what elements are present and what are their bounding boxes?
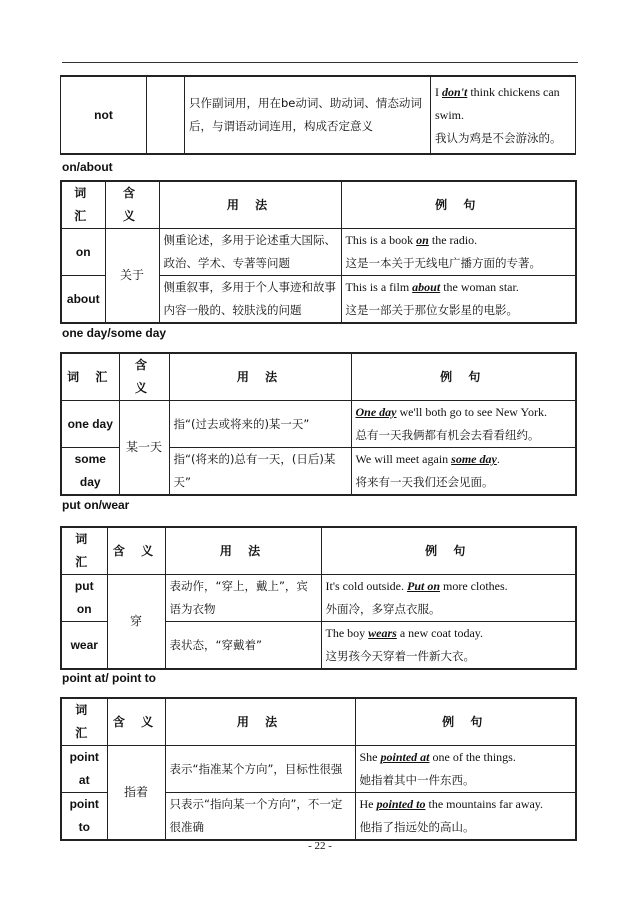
example-zh: 这是一本关于无线电广播方面的专著。 [345,256,541,270]
header-meaning: 含 义 [119,353,169,401]
usage-cell: 表状态，“穿戴着” [165,622,321,670]
word-cell: about [61,276,105,324]
example-en: I don't think chickens can swim. [435,84,560,122]
vocab-table [60,352,577,496]
usage-cell: 只作副词用，用在be动词、助动词、情态动词后，与谓语动词连用，构成否定意义 [185,76,431,154]
table-row [61,229,576,276]
example-highlight: Put on [407,579,441,593]
vocab-table [60,697,577,841]
header-usage: 用 法 [165,527,321,575]
word-cell: some day [61,448,119,496]
example-cell [431,76,576,154]
example-zh: 她指着其中一件东西。 [359,773,475,787]
example-zh: 将来有一天我们还会见面。 [355,475,494,489]
example-en: It's cold outside. Put on more clothes. [325,579,508,593]
example-cell [321,575,576,622]
example-en: He pointed to the mountains far away. [359,797,544,811]
header-rule [62,62,578,63]
example-en: One day we'll both go to see New York. [355,405,547,419]
example-en: This is a film about the woman star. [345,280,519,294]
word-cell: point at [61,746,107,793]
example-cell [355,746,576,793]
section-title: one day/some day [62,326,167,340]
example-highlight: pointed at [380,750,430,764]
example-zh: 总有一天我俩都有机会去看看纽约。 [355,428,540,442]
header-example: 例 句 [355,698,576,746]
example-zh: 这是一部关于那位女影星的电影。 [345,303,518,317]
usage-cell: 指“(过去或将来的)某一天” [169,401,351,448]
header-word: 词 汇 [61,353,119,401]
table-row [61,746,576,793]
word-cell: on [61,229,105,276]
example-zh: 这男孩今天穿着一件新大衣。 [325,649,475,663]
page-number: - 22 - [308,840,332,852]
usage-cell: 只表示“指向某一个方向”，不一定很准确 [165,793,355,841]
header-meaning: 含 义 [107,527,165,575]
usage-cell: 表示“指准某个方向”，目标性很强 [165,746,355,793]
section-title: on/about [62,160,113,174]
meaning-cell: 关于 [105,229,159,324]
example-highlight: some day [451,452,497,466]
not-table [60,75,576,155]
header-usage: 用 法 [165,698,355,746]
example-highlight: about [412,280,441,294]
example-highlight: wears [368,626,397,640]
word-cell: one day [61,401,119,448]
example-highlight: pointed to [376,797,426,811]
vocab-table [60,526,577,670]
word-cell: put on [61,575,107,622]
example-en: This is a book on the radio. [345,233,478,247]
example-cell [351,448,576,496]
example-highlight: One day [355,405,397,419]
meaning-cell [147,76,185,154]
table-row [61,401,576,448]
example-cell [355,793,576,841]
usage-cell: 表动作，“穿上，戴上”，宾语为衣物 [165,575,321,622]
vocab-table [60,180,577,324]
section-title: point at/ point to [62,671,156,685]
header-example: 例 句 [341,181,576,229]
example-zh: 我认为鸡是不会游泳的。 [435,130,562,145]
example-zh: 他指了指远处的高山。 [359,820,475,834]
section-title: put on/wear [62,498,130,512]
header-meaning: 含 义 [107,698,165,746]
meaning-cell: 指着 [107,746,165,841]
meaning-cell: 穿 [107,575,165,670]
header-example: 例 句 [351,353,576,401]
header-word: 词 汇 [61,181,105,229]
example-zh: 外面冷，多穿点衣服。 [325,602,441,616]
example-en: The boy wears a new coat today. [325,626,484,640]
example-cell [341,276,576,324]
example-cell [351,401,576,448]
table-row [61,575,576,622]
header-example: 例 句 [321,527,576,575]
header-word: 词 汇 [61,698,107,746]
usage-cell: 侧重叙事，多用于个人事迹和故事内容一般的、较肤浅的问题 [159,276,341,324]
example-cell [341,229,576,276]
meaning-cell: 某一天 [119,401,169,496]
word-cell: point to [61,793,107,841]
example-en: We will meet again some day. [355,452,500,466]
usage-cell: 指“(将来的)总有一天，(日后)某天” [169,448,351,496]
example-highlight: on [416,233,429,247]
header-word: 词 汇 [61,527,107,575]
header-usage: 用 法 [159,181,341,229]
example-cell [321,622,576,670]
word-cell: wear [61,622,107,670]
word-cell: not [61,76,147,154]
header-usage: 用 法 [169,353,351,401]
example-en: She pointed at one of the things. [359,750,516,764]
header-meaning: 含 义 [105,181,159,229]
usage-cell: 侧重论述，多用于论述重大国际、政治、学术、专著等问题 [159,229,341,276]
